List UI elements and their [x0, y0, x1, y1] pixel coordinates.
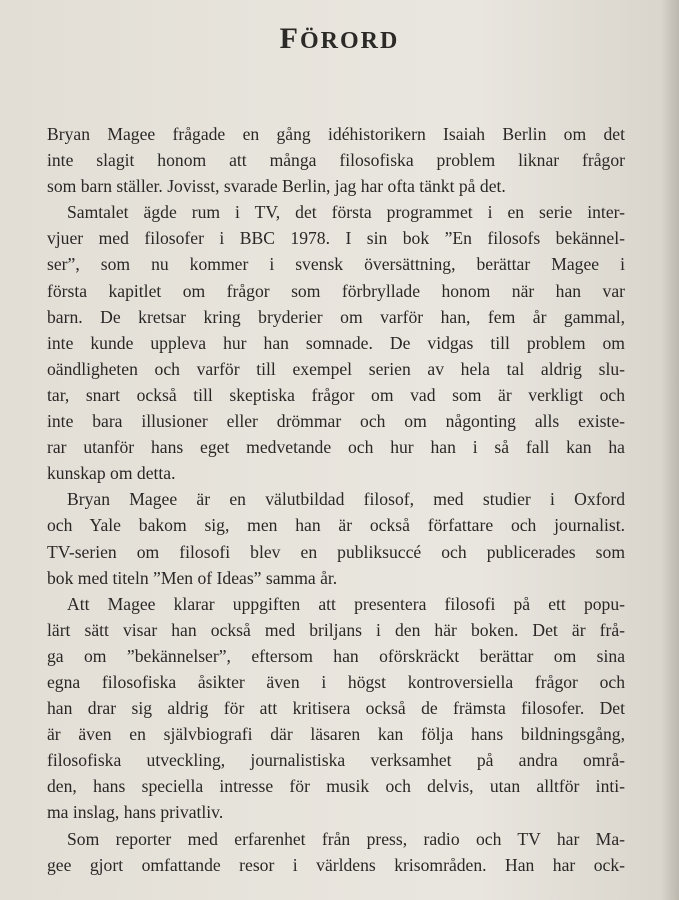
text-line: är även en självbiografi där läsaren kan följa hans bildningsgång,: [47, 724, 625, 745]
text-line: tar, snart också till skeptiska frågor om vad som är verkligt och: [47, 384, 625, 405]
text-line: ga om ”bekännelser”, eftersom han oförskräckt berättar om sina: [47, 645, 625, 666]
text-line: inte bara illusioner eller drömmar och om någonting alls existe-: [47, 411, 625, 432]
text-line: bok med titeln ”Men of Ideas” samma år.: [47, 567, 338, 588]
heading-rest: ÖRORD: [299, 28, 400, 54]
text-line: lärt sätt visar han också med briljans i den här boken. Det är frå-: [47, 619, 625, 640]
text-line: Bryan Magee frågade en gång idéhistorikern Isaiah Berlin om det: [47, 124, 625, 144]
text-line: oändligheten och varför till exempel serien av hela tal aldrig slu-: [47, 358, 625, 379]
text-line: den, hans speciella intresse för musik och delvis, utan alltför inti-: [47, 776, 625, 797]
text-line: gee gjort omfattande resor i världens krisområden. Han har ock-: [47, 854, 625, 875]
text-line: första kapitlet om frågor som förbryllade honom när han var: [47, 280, 625, 301]
text-line: inte kunde uppleva hur han somnade. De vidgas till problem om: [47, 332, 625, 353]
text-line: ser”, som nu kommer i svensk översättning, berättar Magee i: [47, 254, 625, 275]
text-line: Samtalet ägde rum i TV, det första programmet i en serie inter-: [67, 202, 625, 223]
text-line: kunskap om detta.: [47, 463, 176, 484]
text-line: vjuer med filosofer i BBC 1978. I sin bok ”En filosofs bekännel-: [47, 228, 625, 249]
body-text: [47, 121, 625, 878]
text-line: ma inslag, hans privatliv.: [47, 802, 224, 823]
text-line: och Yale bakom sig, men han är också författare och journalist.: [47, 515, 625, 536]
heading-initial: F: [279, 22, 300, 55]
text-line: Som reporter med erfarenhet från press, radio och TV har Ma-: [67, 828, 625, 849]
text-line: barn. De kretsar kring bryderier om varför han, fem år gammal,: [47, 306, 625, 327]
text-line: inte slagit honom att många filosofiska problem liknar frågor: [47, 150, 625, 171]
text-line: filosofiska utveckling, journalistiska verksamhet på andra områ-: [47, 750, 625, 771]
text-line: han drar sig aldrig för att kritisera också de främsta filosofer. Det: [47, 698, 625, 719]
page-edge-shadow: [661, 0, 679, 900]
text-line: som barn ställer. Jovisst, svarade Berlin, jag har ofta tänkt på det.: [47, 176, 506, 197]
text-line: TV-serien om filosofi blev en publiksuccé och publicerades som: [47, 541, 625, 562]
text-line: rar utanför hans eget medvetande och hur han i så fall kan ha: [47, 437, 625, 458]
text-line: egna filosofiska åsikter även i högst kontroversiella frågor och: [47, 671, 625, 692]
text-line: Bryan Magee är en välutbildad filosof, med studier i Oxford: [67, 489, 625, 510]
text-line: Att Magee klarar uppgiften att presentera filosofi på ett popu-: [67, 593, 625, 614]
chapter-heading: [0, 22, 679, 56]
